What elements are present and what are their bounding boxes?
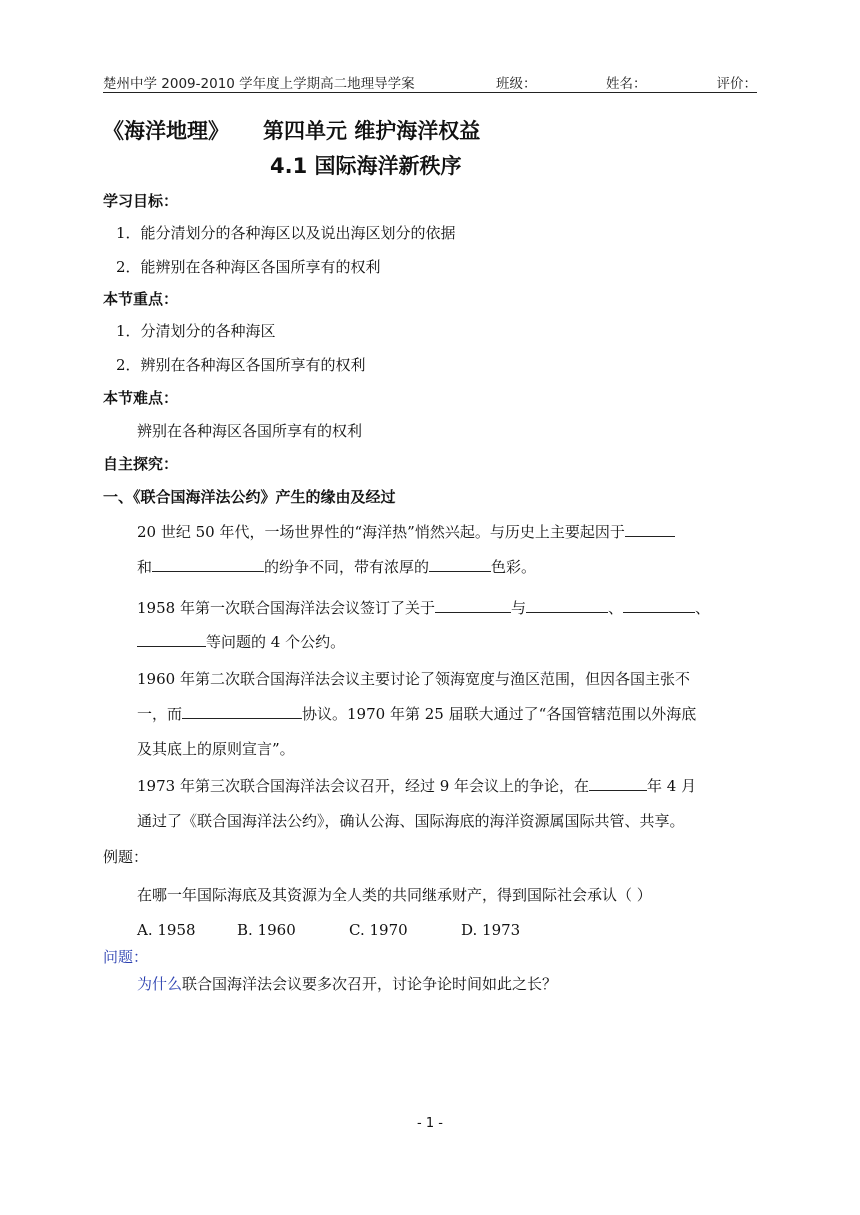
explore-heading: 自主探究： bbox=[103, 455, 179, 473]
title-book: 《海洋地理》 bbox=[103, 119, 229, 143]
option-a[interactable]: A. 1958 bbox=[137, 921, 196, 939]
option-c[interactable]: C. 1970 bbox=[349, 921, 408, 939]
header-school: 楚州中学 2009-2010 学年度上学期高二地理导学案 bbox=[103, 76, 415, 92]
p2a-mid: 与 bbox=[510, 599, 526, 617]
objective-item-1: 1．能分清划分的各种海区以及说出海区划分的依据 bbox=[116, 224, 456, 242]
option-d[interactable]: D. 1973 bbox=[461, 921, 521, 939]
difficulties-heading: 本节难点： bbox=[103, 389, 179, 407]
p2b-end: 等问题的 4 个公约。 bbox=[206, 633, 346, 651]
problem-question-rest: 联合国海洋法会议要多次召开，讨论争论时间如此之长？ bbox=[182, 975, 558, 993]
paragraph-3-line-2 bbox=[137, 703, 696, 724]
p1b-end: 色彩。 bbox=[491, 558, 537, 576]
paragraph-3-line-3: 及其底上的原则宣言”。 bbox=[137, 740, 295, 758]
paragraph-1-line-1 bbox=[137, 521, 675, 542]
problem-question bbox=[137, 973, 557, 994]
header-name-label: 姓名： bbox=[606, 76, 647, 92]
paragraph-4-line-2: 通过了《联合国海洋法公约》，确认公海、国际海底的海洋资源属国际共管、共享。 bbox=[137, 812, 685, 830]
page-header bbox=[103, 70, 757, 93]
example-options bbox=[137, 921, 520, 939]
answer-blank[interactable] bbox=[429, 557, 491, 572]
answer-blank[interactable] bbox=[625, 522, 675, 537]
paragraph-1-line-2 bbox=[137, 556, 536, 577]
option-b[interactable]: B. 1960 bbox=[237, 921, 296, 939]
answer-blank[interactable] bbox=[526, 598, 608, 613]
answer-blank[interactable] bbox=[589, 776, 647, 791]
paragraph-2-line-1 bbox=[137, 597, 710, 618]
problem-question-blue: 为什么 bbox=[137, 975, 183, 993]
answer-blank[interactable] bbox=[182, 704, 302, 719]
difficulties-text: 辨别在各种海区各国所享有的权利 bbox=[137, 422, 363, 440]
header-eval-label: 评价： bbox=[716, 76, 757, 92]
p2a-sep: 、 bbox=[607, 599, 623, 617]
paragraph-2-line-2 bbox=[137, 631, 345, 652]
header-class-label: 班级： bbox=[496, 76, 537, 92]
p2a-sep2: 、 bbox=[694, 599, 710, 617]
p1-text: 20 世纪 50 年代，一场世界性的“海洋热”悄然兴起。与历史上主要起因于 bbox=[137, 523, 625, 541]
objectives-heading: 学习目标： bbox=[103, 192, 179, 210]
p4a-end: 年 4 月 bbox=[647, 777, 697, 795]
example-heading: 例题： bbox=[103, 848, 149, 866]
title-section: 4.1 国际海洋新秩序 bbox=[270, 154, 462, 178]
page-number: - 1 - bbox=[417, 1116, 443, 1131]
answer-blank[interactable] bbox=[623, 598, 695, 613]
p3b-end: 协议。1970 年第 25 届联大通过了“各国管辖范围以外海底 bbox=[302, 705, 697, 723]
answer-blank[interactable] bbox=[152, 557, 264, 572]
answer-blank[interactable] bbox=[435, 598, 511, 613]
p1b-pre: 和 bbox=[137, 558, 153, 576]
problem-heading: 问题： bbox=[103, 948, 149, 966]
title-book-unit bbox=[103, 115, 480, 145]
key-point-item-2: 2．辨别在各种海区各国所享有的权利 bbox=[116, 356, 366, 374]
key-point-item-1: 1．分清划分的各种海区 bbox=[116, 322, 276, 340]
key-points-heading: 本节重点： bbox=[103, 290, 179, 308]
p1b-mid: 的纷争不同，带有浓厚的 bbox=[264, 558, 430, 576]
p2a-pre: 1958 年第一次联合国海洋法会议签订了关于 bbox=[137, 599, 435, 617]
p3b-pre: 一，而 bbox=[137, 705, 183, 723]
example-question: 在哪一年国际海底及其资源为全人类的共同继承财产，得到国际社会承认（ ） bbox=[137, 886, 652, 904]
title-unit: 第四单元 维护海洋权益 bbox=[263, 119, 481, 143]
answer-blank[interactable] bbox=[137, 632, 206, 647]
objective-item-2: 2．能辨别在各种海区各国所享有的权利 bbox=[116, 258, 381, 276]
paragraph-3-line-1: 1960 年第二次联合国海洋法会议主要讨论了领海宽度与渔区范围，但因各国主张不 bbox=[137, 670, 690, 688]
explore-section-title: 一、《联合国海洋法公约》产生的缘由及经过 bbox=[103, 488, 396, 506]
paragraph-4-line-1 bbox=[137, 775, 696, 796]
p4a-pre: 1973 年第三次联合国海洋法会议召开，经过 9 年会议上的争论，在 bbox=[137, 777, 590, 795]
